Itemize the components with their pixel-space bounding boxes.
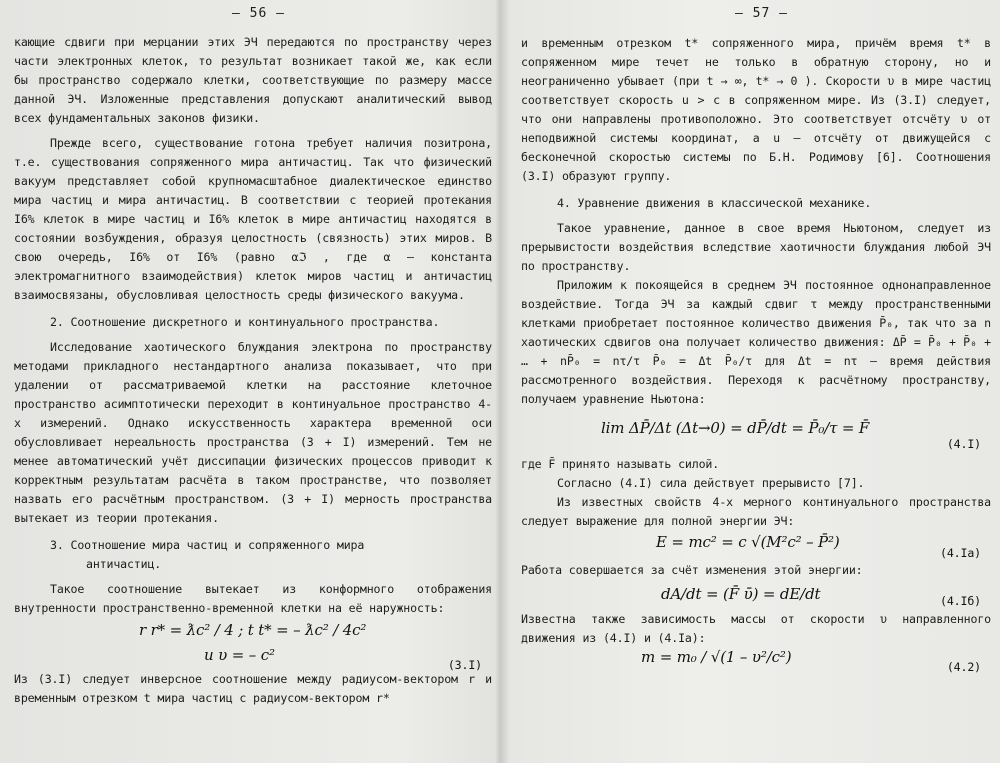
section-heading: 3. Соотношение мира частиц и сопряженного мира [50,538,365,552]
formula [521,531,991,561]
formula [14,644,492,670]
formula [14,618,492,644]
paragraph: Приложим к покоящейся в среднем ЭЧ постоянное однонаправленное воздействие. Тогда ЭЧ за каждый сдвиг τ между пространственными клетками приобретает постоянное количество движения P̄₀, так что за n хаотических сдвигов она получает количество движения: ΔP̄ = P̄₀ + P̄₀ + … + nP̄₀ = nτ/τ P̄₀ = Δt P̄₀/τ для Δt = nτ – время действия рассмотренного воздействия. Переходя к расчётному пространству, получаем уравнение Ньютона: [521,278,991,406]
page-number: – 56 – [232,6,285,21]
formula-text: dA/dt = (F̄ ῡ) = dE/dt [661,585,821,603]
paragraph: Такое соотношение вытекает из конформного отображения внутренности пространственно-временной клетки на её наружность: [14,582,492,615]
right-page [503,0,1000,763]
section-heading: 4. Уравнение движения в классической механике. [557,196,872,210]
formula [521,648,991,674]
paragraph: кающие сдвиги при мерцании этих ЭЧ передаются по пространству через части электронных клеток, то результат возникает такой же, как если бы пространство содержало клетки, соответствующие по размеру массе данной ЭЧ. Изложенные представления допускают аналитический вывод всех фундаментальных законов физики. [14,35,492,125]
paragraph: Согласно (4.I) сила действует прерывисто [7]. [557,476,865,490]
section-heading-continued: античастиц. [86,557,162,571]
paragraph: где F̄ принято называть силой. [521,457,720,471]
paragraph: Исследование хаотического блуждания электрона по пространству методами прикладного нестандартного анализа показывает, что при удалении от рассматриваемой клетки на расстояние клеточное пространство асимптотически переходит в континуальное пространство 4-х измерений. Однако искусственность характера временной оси обусловливает нереальность пространства (3 + I) измерений. Тем не менее автоматический учёт диссипации физических процессов приводит к корректным результатам расчёта в таком пространстве, что позволяет назвать его расчётным пространством. (3 + I) мерность пространства вытекает из теории протекания. [14,340,492,525]
formula-text: lim ΔP̄/Δt (Δt→0) = dP̄/dt = P̄₀/τ = F̄ [601,419,870,437]
paragraph: Из известных свойств 4-х мерного континуального пространства следует выражение для полной энергии ЭЧ: [521,495,991,528]
formula-text: r r* = ƛc² / 4 ; t t* = – ƛc² / 4c² [139,621,367,639]
page-body [14,33,492,708]
paragraph: Из (3.I) следует инверсное соотношение между радиусом-вектором r и временным отрезком t мира частиц с радиусом-вектором r* [14,672,492,705]
paragraph: Прежде всего, существование готона требует наличия позитрона, т.е. существования сопряженного мира античастиц. Так что физический вакуум представляет собой крупномасштабное диалектическое единство мира частиц и мира античастиц. В соответствии с теорией протекания I6% клеток в мире частиц и I6% клеток в мире античастиц находятся в состоянии возбуждения, образуя целостность (связность) этих миров. В свою очередь, I6% от I6% (равно αℑ , где α – константа электромагнитного взаимодействия) клеток миров частиц и античастиц взаимосвязаны, обусловливая целостность среды физического вакуума. [14,136,492,302]
paragraph: и временным отрезком t* сопряженного мира, причём время t* в сопряженном мире течет не только в обратную сторону, но и неограниченно убывает (при t → ∞, t* → 0 ). Скорости υ в мире частиц соответствует скорость u > c в сопряженном мире. Из (3.I) следует, что они направлены противоположно. Это соответствует отсчёту υ от неподвижной системы координат, а u – отсчёту от движущейся с бесконечной скоростью системы по Б.Н. Родимову [6]. Соотношения (3.I) образуют группу. [521,36,991,183]
equation-number: (4.Iб) [940,594,981,608]
paragraph: Работа совершается за счёт изменения этой энергии: [521,563,863,577]
formula [521,409,991,455]
formula [521,580,991,610]
formula-text: u υ = – c² [204,646,275,664]
equation-number: (4.Iа) [940,546,981,560]
paragraph: Такое уравнение, данное в свое время Ньютоном, следует из прерывистости воздействия вследствие хаотичности блуждания любой ЭЧ по пространству. [521,221,991,273]
formula-text: m = m₀ / √(1 – υ²/c²) [641,648,792,666]
section-heading: 2. Соотношение дискретного и континуального пространства. [50,315,440,329]
equation-number: (4.I) [946,437,981,451]
equation-number: (3.I) [447,658,482,672]
page-body [521,34,991,674]
formula-text: E = mc² = c √(M²c² – P̄²) [656,533,840,551]
paragraph: Известна также зависимость массы от скорости υ направленного движения из (4.I) и (4.Iа): [521,612,991,645]
equation-number: (4.2) [946,660,981,674]
page-number: – 57 – [735,6,788,21]
